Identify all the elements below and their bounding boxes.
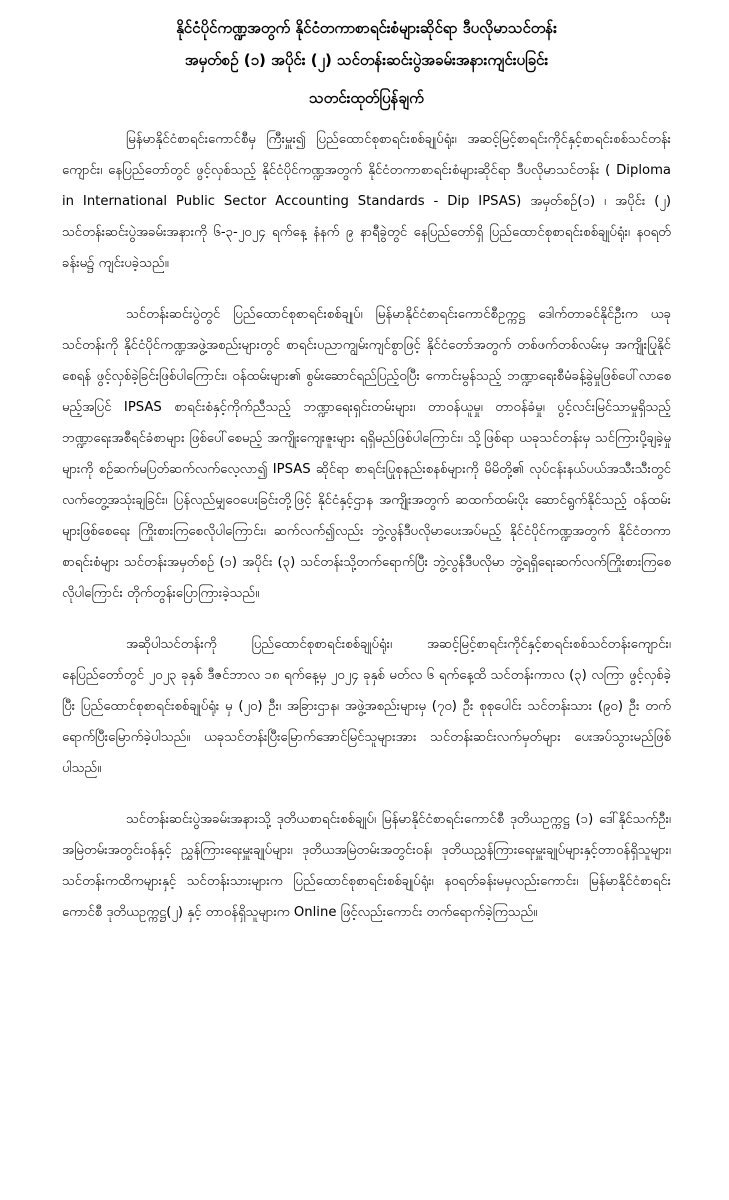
paragraph-4: သင်တန်းဆင်းပွဲအခမ်းအနားသို့ ဒုတိယစာရင်းစစ်ချုပ်၊ မြန်မာနိုင်ငံစာရင်းကောင်စီ ဒုတိယဥက္ကဋ္ဌ (၁) ဒေါ်နိုင်သက်ဦး၊ အမြဲတမ်းအတွင်းဝန်နှင့် ညွှန်ကြားရေးမှူးချုပ်များ၊ ဒုတိယအမြဲတမ်းအတွင်းဝန်၊ ဒုတိယညွှန်ကြားရေးမှူးချုပ်များနှင့်တာဝန်ရှိသူများ၊ သင်တန်းကထိကများနှင့် သင်တန်းသားများက ပြည်ထောင်စုစာရင်းစစ်ချုပ်ရုံး၊ နဝရတ်ခန်းမမှလည်းကောင်း၊ မြန်မာနိုင်ငံစာရင်းကောင်စီ ဒုတိယဥက္ကဋ္ဌ(၂) နှင့် တာဝန်ရှိသူများက Online ဖြင့်လည်းကောင်း တက်ရောက်ခဲ့ကြသည်။ — [62, 812, 671, 920]
paragraph-1: မြန်မာနိုင်ငံစာရင်းကောင်စီမှ ကြီးမှူး၍ ပြည်ထောင်စုစာရင်းစစ်ချုပ်ရုံး၊ အဆင့်မြင့်စာရင်းကိုင်နှင့်စာရင်းစစ်သင်တန်းကျောင်း၊ နေပြည်တော်တွင် ဖွင့်လှစ်သည့် နိုင်ငံပိုင်ကဏ္ဍအတွက် နိုင်ငံတကာစာရင်းစံများဆိုင်ရာ ဒီပလိုမာသင်တန်း ( Diploma in International Public Sector Accounting Standards - Dip IPSAS) အမှတ်စဉ်(၁) ၊ အပိုင်း (၂) သင်တန်းဆင်းပွဲအခမ်းအနားကို ၆-၃-၂၀၂၄ ရက်နေ့ နံနက် ၉ နာရီခွဲတွင် နေပြည်တော်ရှိ ပြည်ထောင်စုစာရင်းစစ်ချုပ်ရုံး၊ နဝရတ်ခန်းမ၌ ကျင်းပခဲ့သည်။ — [62, 132, 671, 271]
title-line-1: နိုင်ငံပိုင်ကဏ္ဍအတွက် နိုင်ငံတကာစာရင်းစံများဆိုင်ရာ ဒီပလိုမာသင်တန်း — [176, 19, 557, 37]
press-release-heading: သတင်းထုတ်ပြန်ချက် — [309, 89, 424, 107]
title-line-2: အမှတ်စဉ် (၁) အပိုင်း (၂) သင်တန်းဆင်းပွဲအခမ်းအနားကျင်းပခြင်း — [184, 51, 549, 69]
document-title — [62, 12, 671, 76]
paragraph-2: သင်တန်းဆင်းပွဲတွင် ပြည်ထောင်စုစာရင်းစစ်ချုပ်၊ မြန်မာနိုင်ငံစာရင်းကောင်စီဥက္ကဋ္ဌ ဒေါက်တာခင်နိုင်ဦးက ယခုသင်တန်းကို နိုင်ငံပိုင်ကဏ္ဍအဖွဲ့အစည်းများတွင် စာရင်းပညာကျွမ်းကျင်စွာဖြင့် နိုင်ငံတော်အတွက် တစ်ဖက်တစ်လမ်းမှ အကျိုးပြုနိုင်စေရန် ဖွင့်လှစ်ခဲ့ခြင်းဖြစ်ပါကြောင်း၊ ဝန်ထမ်းများ၏ စွမ်းဆောင်ရည်ပြည့်ဝပြီး ကောင်းမွန်သည့် ဘဏ္ဍာရေးစီမံခန့်ခွဲမှုဖြစ်ပေါ်လာစေမည့်အပြင် IPSAS စာရင်းစံနှင့်ကိုက်ညီသည့် ဘဏ္ဍာရေးရှင်းတမ်းများ၊ တာဝန်ယူမှု၊ တာဝန်ခံမှု၊ ပွင့်လင်းမြင်သာမှုရှိသည့် ဘဏ္ဍာရေးအစီရင်ခံစာများ ဖြစ်ပေါ်စေမည့် အကျိုးကျေးဇူးများ ရရှိမည်ဖြစ်ပါကြောင်း၊ သို့ဖြစ်ရာ ယခုသင်တန်းမှ သင်ကြားပို့ချခဲ့မှုများကို စဉ်ဆက်မပြတ်ဆက်လက်လေ့လာ၍ IPSAS ဆိုင်ရာ စာရင်းပြုစုနည်းစနစ်များကို မိမိတို့၏ လုပ်ငန်းနယ်ပယ်အသီးသီးတွင် လက်တွေ့အသုံးချခြင်း၊ ပြန်လည်မျှဝေပေးခြင်းတို့ဖြင့် နိုင်ငံနှင့်ဌာန အကျိုးအတွက် ဆထက်ထမ်းပိုး ဆောင်ရွက်နိုင်သည့် ဝန်ထမ်းများဖြစ်စေရေး ကြိုးစားကြစေလိုပါကြောင်း၊ ဆက်လက်၍လည်း ဘွဲ့လွန်ဒီပလိုမာပေးအပ်မည့် နိုင်ငံပိုင်ကဏ္ဍအတွက် နိုင်ငံတကာစာရင်းစံများ သင်တန်းအမှတ်စဉ် (၁) အပိုင်း (၃) သင်တန်းသို့တက်ရောက်ပြီး ဘွဲ့လွန်ဒီပလိုမာ ဘွဲ့ရရှိရေးဆက်လက်ကြိုးစားကြစေလိုပါကြောင်း တိုက်တွန်းပြောကြားခဲ့သည်။ — [62, 307, 671, 601]
paragraph-3: အဆိုပါသင်တန်းကို ပြည်ထောင်စုစာရင်းစစ်ချုပ်ရုံး၊ အဆင့်မြင့်စာရင်းကိုင်နှင့်စာရင်းစစ်သင်တန်းကျောင်း၊ နေပြည်တော်တွင် ၂၀၂၃ ခုနှစ် ဒီဇင်ဘာလ ၁၈ ရက်နေ့မှ ၂၀၂၄ ခုနှစ် မတ်လ ၆ ရက်နေ့ထိ သင်တန်းကာလ (၃) လကြာ ဖွင့်လှစ်ခဲ့ပြီး ပြည်ထောင်စုစာရင်းစစ်ချုပ်ရုံး မှ (၂၀) ဦး၊ အခြားဌာန၊ အဖွဲ့အစည်းများမှ (၇၀) ဦး စုစုပေါင်း သင်တန်းသား (၉၀) ဦး တက်ရောက်ပြီးမြောက်ခဲ့ပါသည်။ ယခုသင်တန်းပြီးမြောက်အောင်မြင်သူများအား သင်တန်းဆင်းလက်မှတ်များ ပေးအပ်သွားမည်ဖြစ်ပါသည်။ — [62, 637, 671, 776]
